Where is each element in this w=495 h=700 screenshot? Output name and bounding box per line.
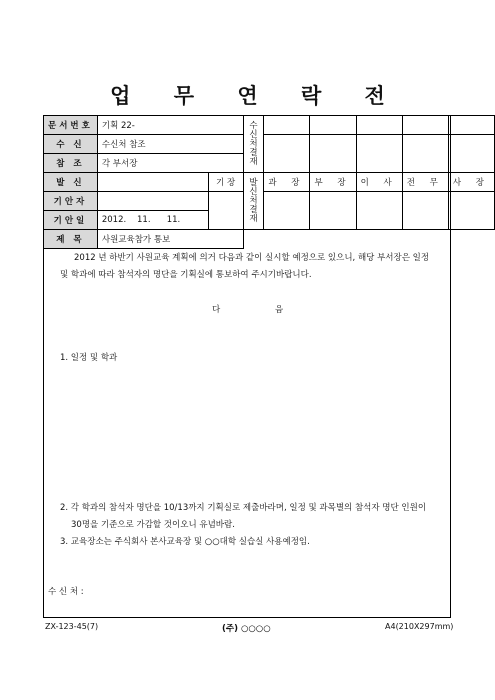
header-table <box>43 115 495 249</box>
item-2-line-1: 2. 각 학과의 참석자 명단을 10/13까지 기획실로 제출바라며, 일정 및 과목별의 참석자 명단 인원이 <box>60 503 427 513</box>
role-general-manager: 부 장 <box>310 173 356 192</box>
reference-label: 참 조 <box>44 154 98 173</box>
recipient-label: 수 신 <box>44 135 98 154</box>
da-char: 다 <box>212 305 221 315</box>
subject-label: 제 목 <box>44 230 98 249</box>
item-3: 3. 교육장소는 주식회사 본사교육장 및 ○○대학 실습실 사용예정임. <box>60 537 310 547</box>
item-1: 1. 일정 및 학과 <box>60 353 118 363</box>
doc-no-value: 기획 22- <box>97 116 243 135</box>
reference-value: 각 부서장 <box>97 154 243 173</box>
footer-paper-size: A4(210X297mm) <box>385 622 454 631</box>
doc-no-label: 문서번호 <box>44 116 98 135</box>
drafter-value <box>97 192 208 211</box>
role-director: 이 사 <box>356 173 402 192</box>
recv-approval-label: 수 신 처 결 재 <box>243 116 264 173</box>
item-2-line-2: 30명을 기준으로 가감할 것이오니 유념바람. <box>71 520 235 530</box>
draft-date-value: 2012. 11. 11. <box>97 211 208 230</box>
gijang-label: 기 장 <box>208 173 243 192</box>
gijang-sign <box>208 192 243 230</box>
subject-value: 사원교육참가 통보 <box>97 230 243 249</box>
sender-value <box>97 173 208 192</box>
page-title: 업 무 연 락 전 <box>110 84 403 108</box>
recipient-value: 수신처 참조 <box>97 135 243 154</box>
footer-company: (주) ○○○○ <box>222 624 271 634</box>
role-executive: 전 무 <box>402 173 448 192</box>
intro-paragraph: 2012 년 하반기 사원교육 계획에 의거 다음과 같이 실시할 예정으로 있으니, 해당 부서장은 일정 및 학과에 따라 참석자의 명단을 기획실에 통보하여 주시기바랍니다. <box>60 253 430 280</box>
eum-char: 음 <box>275 305 284 315</box>
role-president: 사 장 <box>448 173 494 192</box>
role-manager: 과 장 <box>264 173 310 192</box>
send-approval-label: 발 신 처 결 재 <box>243 173 264 230</box>
recipients-line: 수 신 처 : <box>48 587 84 597</box>
sender-label: 발 신 <box>44 173 98 192</box>
draft-date-label: 기안일 <box>44 211 98 230</box>
drafter-label: 기안자 <box>44 192 98 211</box>
footer-code: ZX-123-45(7) <box>45 622 99 631</box>
